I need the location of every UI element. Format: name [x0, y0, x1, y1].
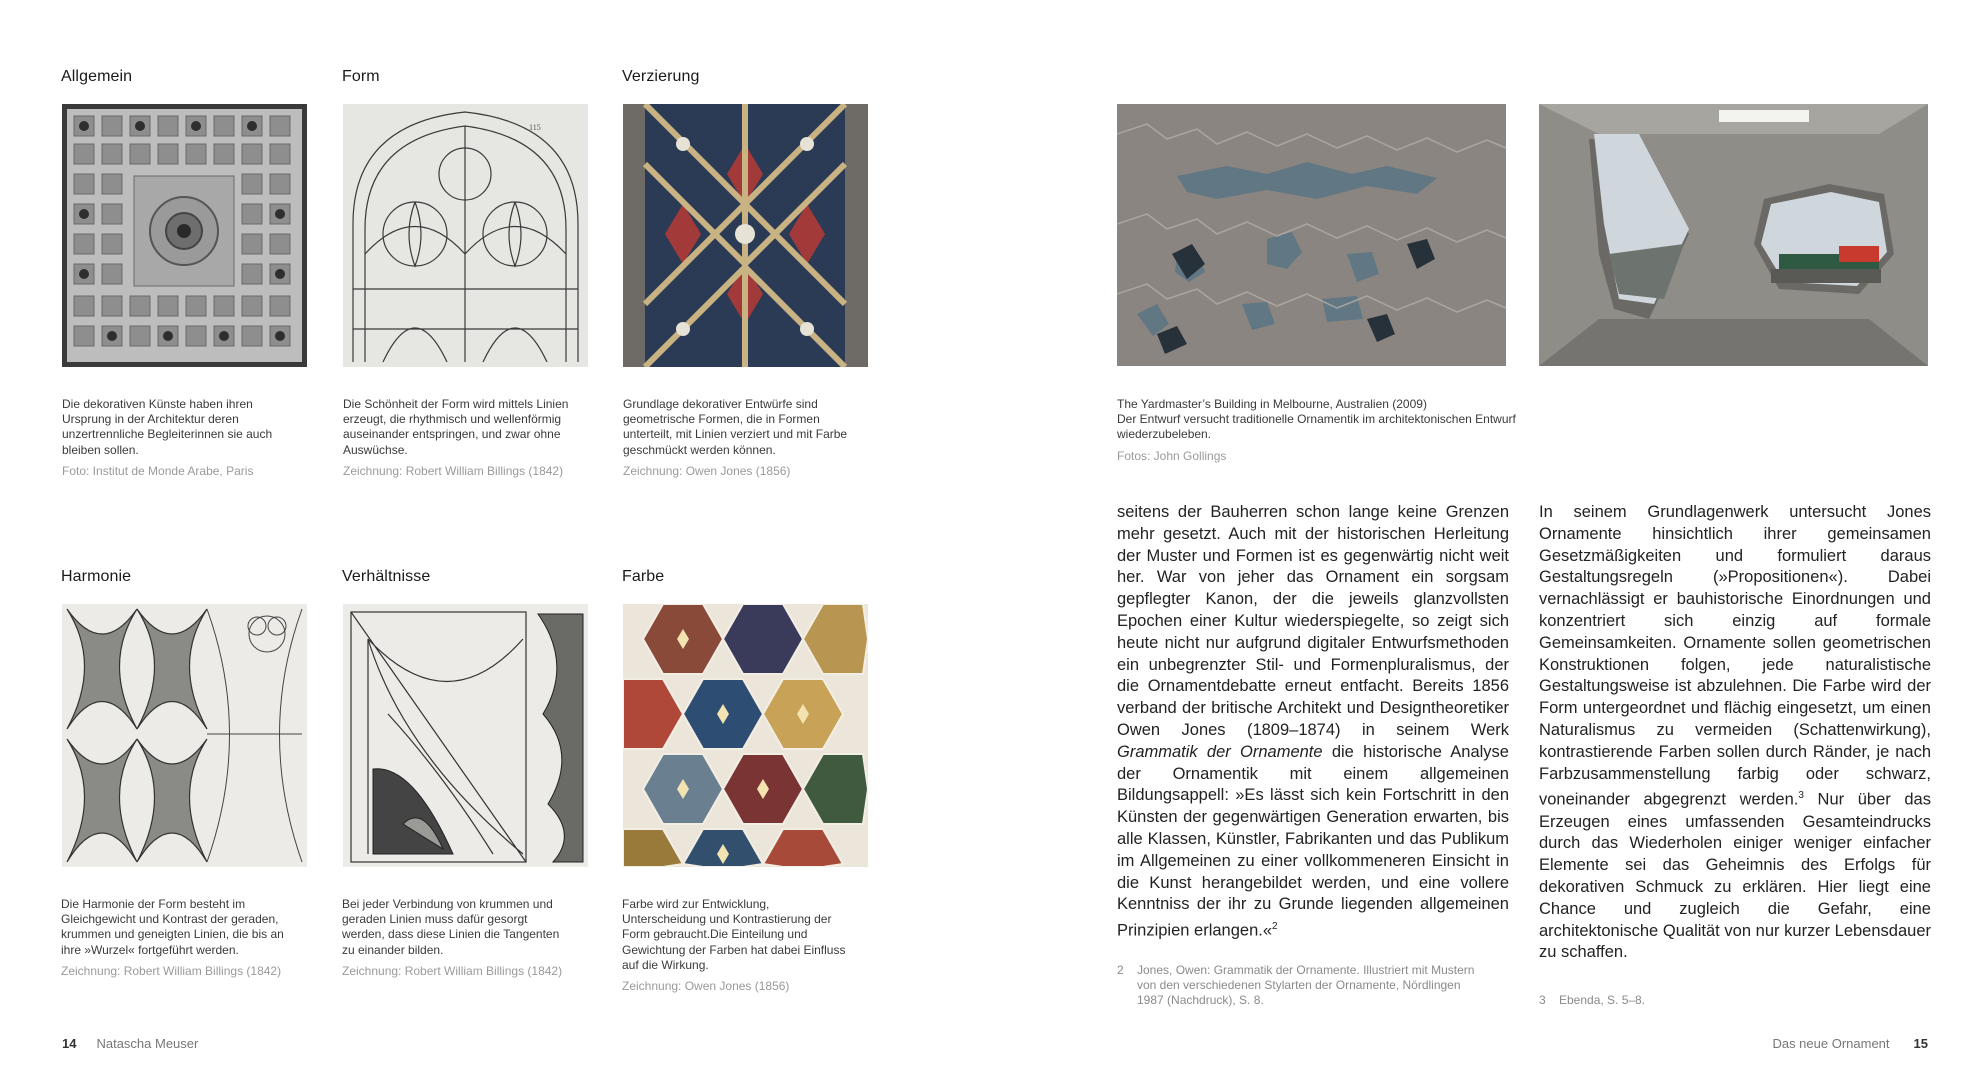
body-text: seitens der Bauherren schon lange keine Grenzen mehr gesetzt. Auch mit der historischen Herleitung der Muster und Formen ist es gegenwärtig nicht weit her. War von jeher das Ornament ein sorgsam gepflegter Kanon, der die jeweils glanzvollsten Epochen einer Kultur wiederspiegelte, so zeigt sich heute nicht nur aufgrund digitaler Entwurfsmethoden ein unbegrenzter Stil- und Formenpluralismus, der die Ornamentdebatte erneut entfacht. Bereits 1856 verband der britische Architekt und Designtheoretiker Owen Jones (1809–1874) in seinem Werk: [1117, 503, 1509, 739]
caption-credit: Zeichnung: Owen Jones (1856): [623, 463, 791, 478]
panel-heading-allgemein: Allgemein: [61, 68, 133, 85]
body-column-1: [1117, 502, 1509, 942]
body-text: Nur über das Erzeugen eines umfassenden Gesamteindrucks durch das Wiederholen einiger weniger einfacher Elemente sei das Geheimnis des Erfolgs für dekorativen Schmuck zu erklären. Hier liegt eine Chance und zugleich die Gefahr, eine architektonische Qualität von nur kurzer Lebensdauer zu schaffen.: [1539, 790, 1931, 962]
caption-credit: Zeichnung: Robert William Billings (1842): [343, 463, 564, 478]
author-name: Natascha Meuser: [96, 1036, 199, 1051]
panel-caption-farbe: [622, 897, 852, 994]
caption-text: Die Harmonie der Form besteht im Gleichgewicht und Kontrast der geraden, krummen und geneigten Linien, die bis an ihre »Wurzel« fortgeführt werden.: [61, 897, 284, 957]
page-number-left: 14: [62, 1036, 77, 1051]
panel-caption-verhaeltnisse: [342, 897, 572, 979]
panel-heading-harmonie: Harmonie: [61, 568, 132, 585]
caption-credit: Foto: Institut de Monde Arabe, Paris: [62, 463, 254, 478]
panel-caption-harmonie: [61, 897, 291, 979]
image-color-hexagon-tiles: [623, 604, 868, 867]
caption-credit: Zeichnung: Robert William Billings (1842): [61, 963, 282, 978]
body-text: In seinem Grundlagenwerk untersucht Jones Ornamente hinsichtlich ihrer gemeinsamen Gesetzmäßigkeiten und formuliert daraus Gestaltungsregeln (»Propositionen«). Dabei vernachlässigt er bauhistorische Einordnungen und konzentriert sich einzig auf formale Gemeinsamkeiten. Ornamente sollen geometrischen Konstruktionen folgen, jede naturalistische Gestaltungsweise ist abzulehnen. Die Farbe wird der Form untergeordnet und flächig eingesetzt, um einen Naturalismus zu vermeiden (Schattenwirkung), kontrastierende Farben sollen durch Ränder, je nach Farbzusammenstellung farbig oder schwarz, voneinander abgegrenzt werden.: [1539, 503, 1931, 809]
photo-credit: Fotos: John Gollings: [1117, 448, 1227, 463]
footnote-ref: 2: [1272, 921, 1278, 933]
caption-credit: Zeichnung: Owen Jones (1856): [622, 979, 790, 994]
image-geometric-mosaic: [623, 104, 868, 367]
caption-text: Farbe wird zur Entwicklung, Unterscheidung und Kontrastierung der Form gebraucht.Die Einteilung und Gewichtung der Farben hat dabei Einfluss auf die Wirkung.: [622, 897, 846, 972]
image-proportion-drawing: [343, 604, 588, 867]
image-tracery-harmony-drawing: [62, 604, 307, 867]
footnote-ref: 3: [1798, 790, 1804, 802]
image-gothic-tracery-drawing: [343, 104, 588, 367]
folio-right: [1752, 1036, 1928, 1051]
footnote-3: [1539, 993, 1899, 1008]
book-title: Grammatik der Ornamente: [1117, 742, 1323, 761]
photo-caption-title: The Yardmaster’s Building in Melbourne, Australien (2009): [1117, 397, 1427, 411]
svg-text:115: 115: [529, 123, 541, 132]
page-number-right: 15: [1913, 1036, 1928, 1051]
body-column-2: [1539, 502, 1931, 964]
panel-heading-verzierung: Verzierung: [622, 68, 700, 85]
caption-credit: Zeichnung: Robert William Billings (1842): [342, 963, 563, 978]
chapter-title: Das neue Ornament: [1772, 1036, 1890, 1051]
folio-left: [62, 1036, 198, 1051]
image-yardmaster-facade: [1117, 104, 1506, 366]
panel-caption-verzierung: [623, 397, 853, 479]
footnote-text: Jones, Owen: Grammatik der Ornamente. Illustriert mit Mustern von den verschiedenen Stylarten der Ornamente, Nördlingen 1987 (Nachdruck), S. 8.: [1137, 963, 1475, 1007]
caption-text: Die Schönheit der Form wird mittels Linien erzeugt, die rhythmisch und wellenförmig auseinander entspringen, und zwar ohne Auswüchse.: [343, 397, 569, 457]
footnote-number: 2: [1117, 963, 1124, 977]
footnote-2: [1117, 963, 1477, 1008]
image-arab-world-facade: [62, 104, 307, 367]
panel-caption-allgemein: [62, 397, 292, 479]
caption-text: Bei jeder Verbindung von krummen und geraden Linien muss dafür gesorgt werden, dass diese Linien die Tangenten zu einander bilden.: [342, 897, 560, 957]
footnote-number: 3: [1539, 993, 1546, 1007]
body-text: die historische Analyse der Ornamentik mit einem allgemeinen Bildungsappell: »Es lässt sich kein Fortschritt in den Künsten der gegenwärtigen Generation erwarten, bis alle Klassen, Künstler, Fabrikanten und das Publikum im Allgemeinen zu einer vollkommeneren Einsicht in die Kunst herangebildet werden, und eine vollere Kenntniss der ihr zu Grunde liegenden allgemeinen Prinzipien erlangen.«: [1117, 742, 1509, 940]
photo-caption-text: Der Entwurf versucht traditionelle Ornamentik im architektonischen Entwurf wiederzubeleben.: [1117, 412, 1516, 442]
panel-heading-form: Form: [342, 68, 380, 85]
caption-text: Grundlage dekorativer Entwürfe sind geometrische Formen, die in Formen unterteilt, mit Linien verziert und mit Farbe geschmückt werden können.: [623, 397, 848, 457]
caption-text: Die dekorativen Künste haben ihren Ursprung in der Architektur deren unzertrennliche Begleiterinnen sie auch bleiben sollen.: [62, 397, 273, 457]
image-yardmaster-interior-windows: [1539, 104, 1928, 366]
footnote-text: Ebenda, S. 5–8.: [1559, 993, 1646, 1007]
photo-caption: [1117, 397, 1517, 464]
panel-heading-verhaeltnisse: Verhältnisse: [342, 568, 431, 585]
panel-caption-form: [343, 397, 573, 479]
panel-heading-farbe: Farbe: [622, 568, 665, 585]
